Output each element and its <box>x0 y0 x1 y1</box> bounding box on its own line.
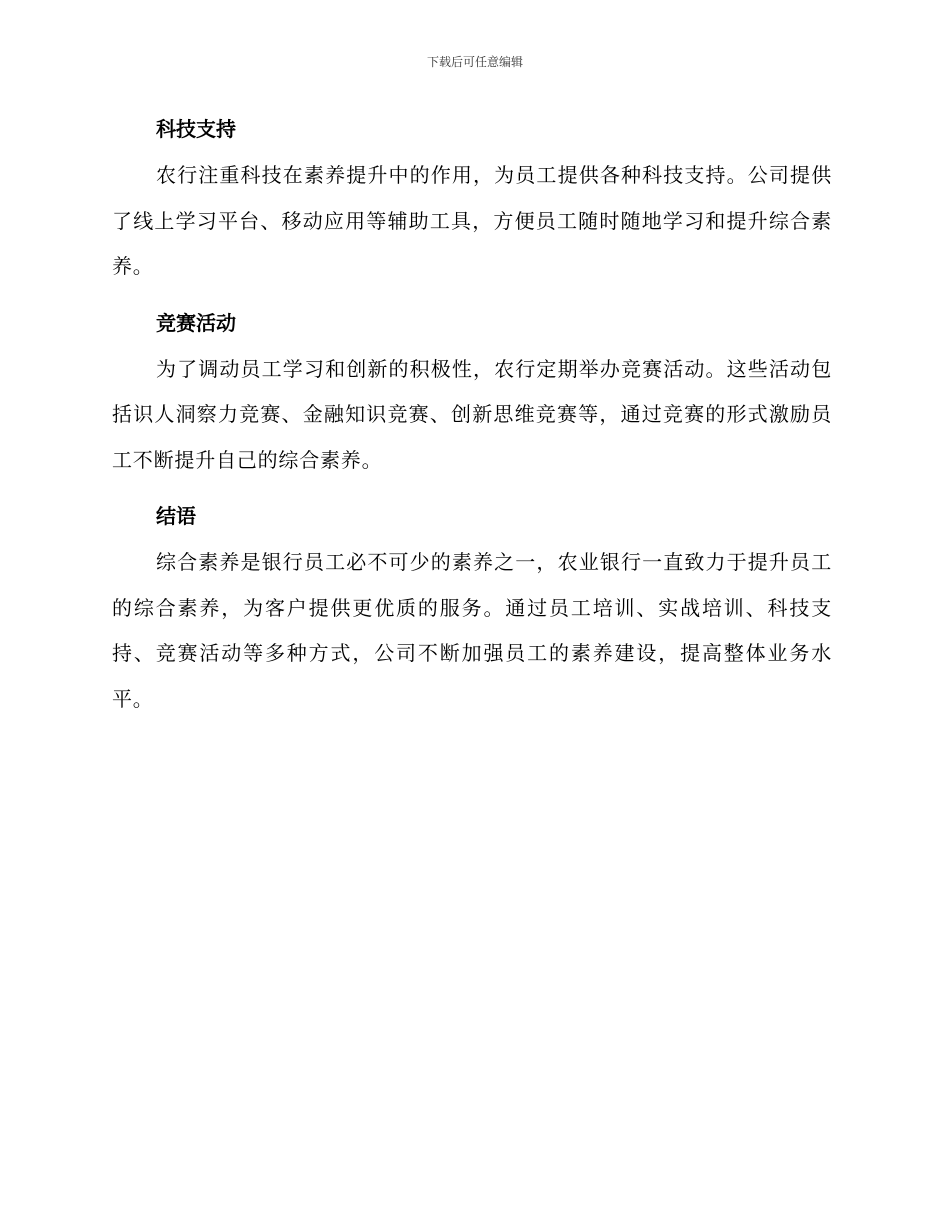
section-competitions <box>112 302 832 484</box>
section-paragraph: 综合素养是银行员工必不可少的素养之一，农业银行一直致力于提升员工的综合素养，为客户提供更优质的服务。通过员工培训、实战培训、科技支持、竞赛活动等多种方式，公司不断加强员工的素养建设，提高整体业务水平。 <box>112 550 832 711</box>
section-paragraph: 为了调动员工学习和创新的积极性，农行定期举办竞赛活动。这些活动包括识人洞察力竞赛、金融知识竞赛、创新思维竞赛等，通过竞赛的形式激励员工不断提升自己的综合素养。 <box>112 356 832 472</box>
section-title: 科技支持 <box>156 117 236 141</box>
section-title: 结语 <box>156 504 196 528</box>
page-header: 下载后可任意编辑 <box>426 55 523 69</box>
section-paragraph: 农行注重科技在素养提升中的作用，为员工提供各种科技支持。公司提供了线上学习平台、移动应用等辅助工具，方便员工随时随地学习和提升综合素养。 <box>112 163 832 278</box>
section-conclusion <box>112 495 832 722</box>
section-tech-support <box>112 108 832 290</box>
section-title: 竞赛活动 <box>156 310 236 335</box>
document-body <box>112 108 832 734</box>
